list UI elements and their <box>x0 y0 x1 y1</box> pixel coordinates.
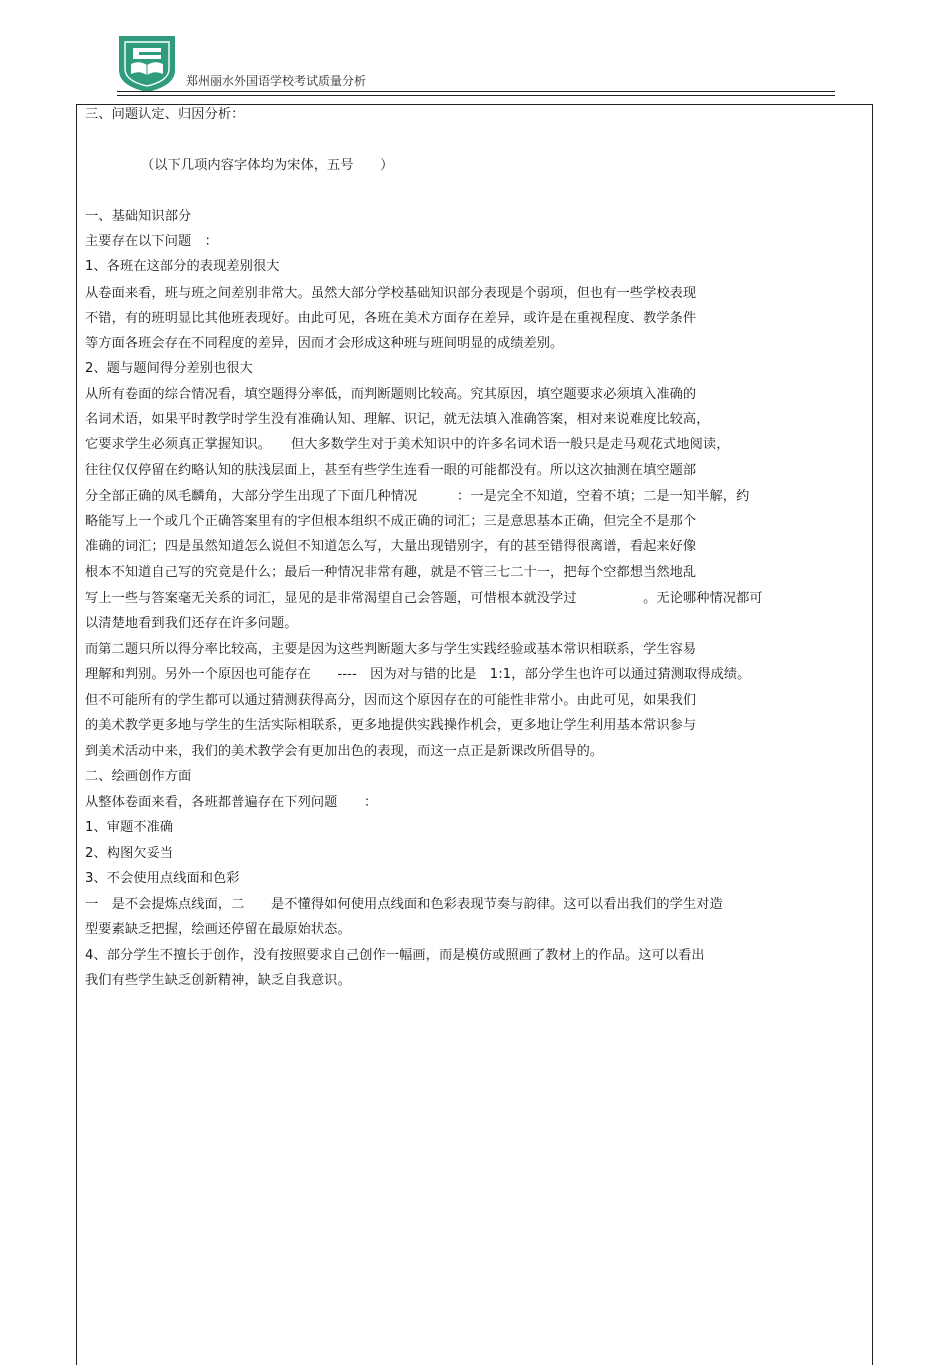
text-line: 以清楚地看到我们还存在许多问题。 <box>85 616 298 631</box>
format-note: （以下几项内容字体均为宋体，五号 ） <box>141 158 394 173</box>
section-title: 三、问题认定、归因分析： <box>85 107 245 122</box>
text-line: 名词术语，如果平时教学时学生没有准确认知、理解、识记，就无法填入准确答案，相对来说难度比较高， <box>85 412 710 427</box>
text-line: 理解和判别。另外一个原因也可能存在 ---- 因为对与错的比是 1:1，部分学生也许可以通过猜测取得成绩。 <box>85 667 751 682</box>
text-line: 而第二题只所以得分率比较高，主要是因为这些判断题大多与学生实践经验或基本常识相联系，学生容易 <box>85 642 697 657</box>
text-line: 到美术活动中来，我们的美术教学会有更加出色的表现，而这一点正是新课改所倡导的。 <box>85 744 604 759</box>
text-line: 略能写上一个或几个正确答案里有的字但根本组织不成正确的词汇；三是意思基本正确，但完全不是那个 <box>85 514 697 529</box>
text-line: 分全部正确的凤毛麟角，大部分学生出现了下面几种情况 ：一是完全不知道，空着不填；二是一知半解，约 <box>85 489 750 504</box>
text-line: 但不可能所有的学生都可以通过猜测获得高分，因而这个原因存在的可能性非常小。由此可见，如果我们 <box>85 693 697 708</box>
text-line: 不错，有的班明显比其他班表现好。由此可见，各班在美术方面存在差异，或许是在重视程度、教学条件 <box>85 311 697 326</box>
header-rule-top <box>117 91 835 92</box>
text-line: 1、审题不准确 <box>85 820 174 835</box>
text-line: 准确的词汇；四是虽然知道怎么说但不知道怎么写，大量出现错别字，有的甚至错得很离谱，看起来好像 <box>85 539 697 554</box>
text-line: 从整体卷面来看，各班都普遍存在下列问题 ： <box>85 795 378 810</box>
text-line: 2、构图欠妥当 <box>85 846 174 861</box>
text-line: 型要素缺乏把握，绘画还停留在最原始状态。 <box>85 922 351 937</box>
school-logo <box>111 32 183 94</box>
text-line: 它要求学生必须真正掌握知识。 但大多数学生对于美术知识中的许多名词术语一般只是走马观花式地阅读， <box>85 437 730 452</box>
text-line: 写上一些与答案毫无关系的词汇，显见的是非常渴望自己会答题，可惜根本就没学过 。无论哪种情况都可 <box>85 591 763 606</box>
heading-drawing-creation: 二、绘画创作方面 <box>85 769 192 784</box>
text-line: 我们有些学生缺乏创新精神，缺乏自我意识。 <box>85 973 351 988</box>
text-line: 从卷面来看，班与班之间差别非常大。虽然大部分学校基础知识部分表现是个弱项，但也有一些学校表现 <box>85 286 697 301</box>
header-title: 郑州丽水外国语学校考试质量分析 <box>186 74 367 88</box>
header-rule-bottom <box>117 95 835 96</box>
text-line: 2、题与题间得分差别也很大 <box>85 361 253 376</box>
text-line: 1、各班在这部分的表现差别很大 <box>85 259 280 274</box>
text-line: 等方面各班会存在不同程度的差异，因而才会形成这种班与班间明显的成绩差别。 <box>85 336 564 351</box>
text-line: 3、不会使用点线面和色彩 <box>85 871 240 886</box>
text-line: 的美术教学更多地与学生的生活实际相联系，更多地提供实践操作机会，更多地让学生利用基本常识参与 <box>85 718 697 733</box>
text-line: 一 是不会提炼点线面，二 是不懂得如何使用点线面和色彩表现节奏与韵律。这可以看出我们的学生对造 <box>85 897 723 912</box>
text-line: 往往仅仅停留在约略认知的肤浅层面上，甚至有些学生连看一眼的可能都没有。所以这次抽测在填空题部 <box>85 463 697 478</box>
text-line: 4、部分学生不擅长于创作，没有按照要求自己创作一幅画，而是模仿或照画了教材上的作品。这可以看出 <box>85 948 705 963</box>
text-line: 主要存在以下问题 ： <box>85 234 218 249</box>
text-line: 根本不知道自己写的究竟是什么；最后一种情况非常有趣，就是不管三七二十一，把每个空都想当然地乱 <box>85 565 697 580</box>
text-line: 从所有卷面的综合情况看，填空题得分率低，而判断题则比较高。究其原因，填空题要求必须填入准确的 <box>85 387 697 402</box>
heading-basic-knowledge: 一、基础知识部分 <box>85 209 192 224</box>
